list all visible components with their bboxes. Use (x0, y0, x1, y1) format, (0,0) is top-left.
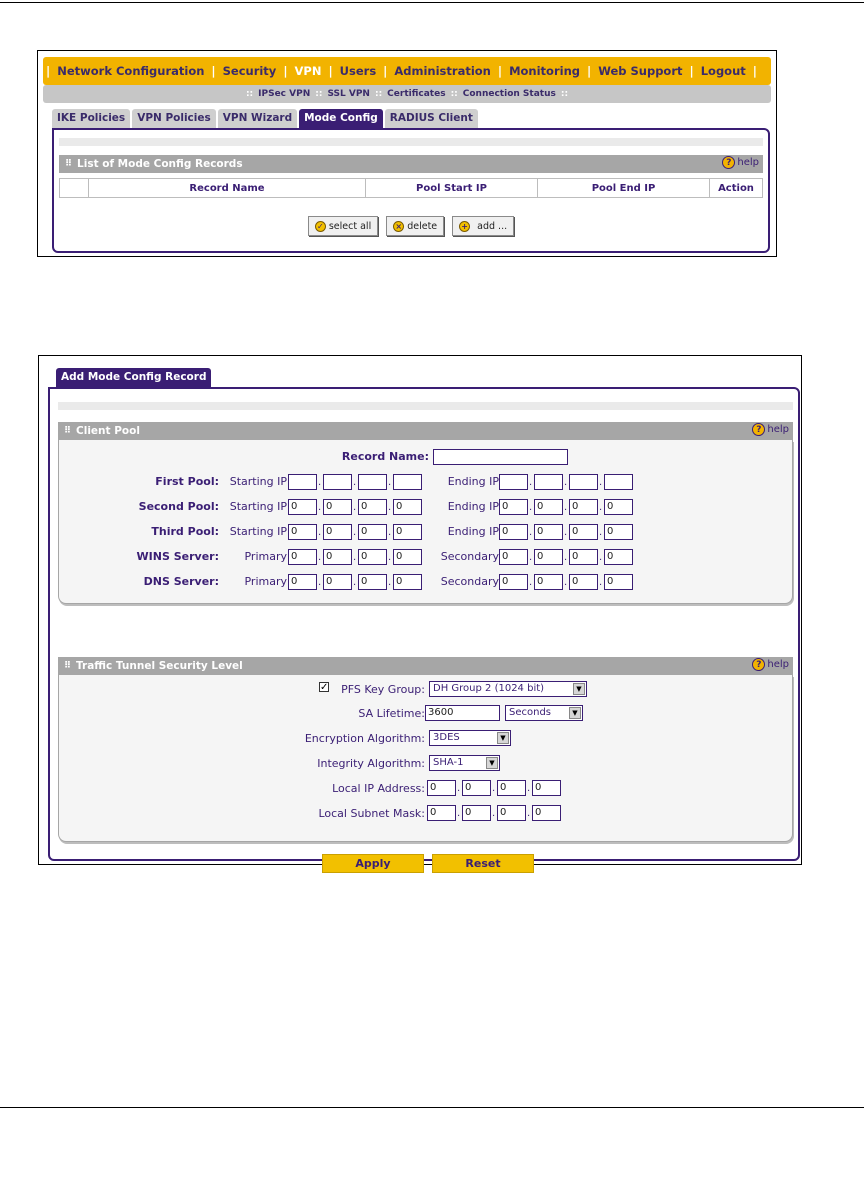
octet-separator: . (318, 477, 322, 488)
chevron-down-icon: ▼ (569, 707, 581, 719)
record-name-label: Record Name: (341, 450, 429, 463)
chevron-down-icon: ▼ (497, 732, 509, 744)
octet-separator: . (353, 577, 357, 588)
traffic-help-link[interactable] (752, 658, 789, 671)
nav-network-configuration[interactable]: Network Configuration (57, 64, 205, 78)
wins-server-start-octet-1[interactable]: 0 (288, 549, 317, 565)
col-pool-end-ip: Pool End IP (538, 179, 710, 198)
octet-separator: . (599, 577, 603, 588)
first-pool-start-octet-4[interactable] (393, 474, 422, 490)
first-pool-end-octet-3[interactable] (569, 474, 598, 490)
octet-separator: . (529, 527, 533, 538)
delete-label: delete (407, 220, 438, 232)
tab-radius-client[interactable]: RADIUS Client (385, 109, 478, 128)
grip-icon: ⠿ (64, 661, 71, 671)
octet-separator: . (318, 527, 322, 538)
subnav-separator: :: (374, 89, 383, 99)
dns-server-label: DNS Server: (143, 575, 219, 588)
local-ip-octet-3[interactable]: 0 (497, 780, 526, 796)
tab-ike-policies[interactable]: IKE Policies (52, 109, 130, 128)
octet-separator: . (353, 527, 357, 538)
client-pool-header (58, 422, 793, 440)
integrity-algorithm-select[interactable] (429, 755, 500, 771)
nav-separator: | (497, 64, 503, 78)
dns-server-end-octet-4[interactable]: 0 (604, 574, 633, 590)
octet-separator: . (318, 577, 322, 588)
octet-separator: . (564, 527, 568, 538)
octet-separator: . (353, 502, 357, 513)
subnav-separator: :: (315, 89, 323, 99)
tab-vpn-wizard[interactable]: VPN Wizard (218, 109, 297, 128)
help-label: help (767, 659, 789, 670)
wins-server-start-octet-4[interactable]: 0 (393, 549, 422, 565)
second-pool-end-octet-4[interactable]: 0 (604, 499, 633, 515)
first-pool-start-octet-3[interactable] (358, 474, 387, 490)
delete-button[interactable] (386, 216, 444, 236)
record-name-input[interactable] (433, 449, 568, 465)
client-pool-help-link[interactable] (752, 423, 789, 436)
nav-web-support[interactable]: Web Support (598, 64, 683, 78)
third-pool-right-sublabel: Ending IP (447, 525, 499, 538)
wins-server-start-octet-2[interactable]: 0 (323, 549, 352, 565)
wins-server-end-octet-4[interactable]: 0 (604, 549, 633, 565)
nav-separator: | (752, 64, 757, 78)
octet-separator: . (457, 783, 461, 794)
col-record-name: Record Name (89, 179, 366, 198)
third-pool-end-octet-1[interactable]: 0 (499, 524, 528, 540)
tab-vpn-policies[interactable]: VPN Policies (132, 109, 216, 128)
octet-separator: . (318, 502, 322, 513)
octet-separator: . (388, 527, 392, 538)
client-pool-group (58, 440, 793, 604)
wins-server-right-sublabel: Secondary (440, 550, 499, 563)
octet-separator: . (529, 552, 533, 563)
encryption-algorithm-value: 3DES (433, 732, 460, 743)
local-ip-octet-1[interactable]: 0 (427, 780, 456, 796)
octet-separator: . (564, 477, 568, 488)
octet-separator: . (529, 477, 533, 488)
select-all-label: select all (328, 220, 372, 232)
wins-server-left-sublabel: Primary (244, 550, 287, 563)
sub-nav (43, 85, 771, 103)
octet-separator: . (527, 808, 531, 819)
third-pool-start-octet-1[interactable]: 0 (288, 524, 317, 540)
plus-icon: + (459, 221, 470, 232)
records-section-title: List of Mode Config Records (77, 158, 243, 170)
integrity-algorithm-value: SHA-1 (433, 757, 464, 768)
page-top-rule (0, 2, 864, 3)
dns-server-right-sublabel: Secondary (440, 575, 499, 588)
add-mode-config-panel (48, 387, 800, 870)
wins-server-label: WINS Server: (136, 550, 219, 563)
dns-server-start-octet-4[interactable]: 0 (393, 574, 422, 590)
octet-separator: . (529, 577, 533, 588)
subnav-connection-status[interactable]: Connection Status (462, 89, 556, 99)
nav-separator: | (46, 64, 51, 78)
octet-separator: . (599, 527, 603, 538)
dns-server-start-octet-1[interactable]: 0 (288, 574, 317, 590)
tab-mode-config[interactable]: Mode Config (299, 109, 383, 128)
apply-button[interactable]: Apply (322, 854, 424, 873)
add-button[interactable] (452, 216, 514, 236)
encryption-algorithm-label: Encryption Algorithm: (304, 732, 425, 745)
checkbox-column-header (60, 179, 89, 198)
wins-server-start-octet-3[interactable]: 0 (358, 549, 387, 565)
client-pool-title: Client Pool (76, 425, 140, 437)
grip-icon: ⠿ (65, 159, 72, 169)
encryption-algorithm-select[interactable] (429, 730, 511, 746)
sa-lifetime-unit-value: Seconds (509, 707, 552, 718)
local-ip-octet-4[interactable]: 0 (532, 780, 561, 796)
subnav-ipsec-vpn[interactable]: IPSec VPN (258, 89, 311, 99)
octet-separator: . (599, 502, 603, 513)
help-label: help (737, 157, 759, 168)
third-pool-end-octet-3[interactable]: 0 (569, 524, 598, 540)
dns-server-end-octet-1[interactable]: 0 (499, 574, 528, 590)
octet-separator: . (353, 477, 357, 488)
second-pool-start-octet-3[interactable]: 0 (358, 499, 387, 515)
traffic-tunnel-title: Traffic Tunnel Security Level (76, 660, 243, 672)
spacer-bar (58, 402, 793, 410)
octet-separator: . (457, 808, 461, 819)
octet-separator: . (492, 808, 496, 819)
first-pool-start-octet-1[interactable] (288, 474, 317, 490)
reset-button[interactable]: Reset (432, 854, 534, 873)
local-mask-octet-1[interactable]: 0 (427, 805, 456, 821)
octet-separator: . (388, 477, 392, 488)
col-action: Action (710, 179, 763, 198)
octet-separator: . (529, 502, 533, 513)
local-mask-octet-3[interactable]: 0 (497, 805, 526, 821)
octet-separator: . (599, 552, 603, 563)
nav-separator: | (283, 64, 288, 78)
records-button-row (54, 216, 768, 236)
sa-lifetime-label: SA Lifetime: (358, 707, 425, 720)
integrity-algorithm-label: Integrity Algorithm: (317, 757, 425, 770)
third-pool-end-octet-2[interactable]: 0 (534, 524, 563, 540)
second-pool-start-octet-2[interactable]: 0 (323, 499, 352, 515)
nav-logout[interactable]: Logout (700, 64, 746, 78)
third-pool-start-octet-4[interactable]: 0 (393, 524, 422, 540)
second-pool-end-octet-1[interactable]: 0 (499, 499, 528, 515)
second-pool-right-sublabel: Ending IP (447, 500, 499, 513)
second-pool-end-octet-3[interactable]: 0 (569, 499, 598, 515)
dns-server-end-octet-2[interactable]: 0 (534, 574, 563, 590)
second-pool-start-octet-4[interactable]: 0 (393, 499, 422, 515)
octet-separator: . (388, 552, 392, 563)
octet-separator: . (388, 577, 392, 588)
help-icon: ? (752, 658, 765, 671)
wins-server-end-octet-2[interactable]: 0 (534, 549, 563, 565)
second-pool-label: Second Pool: (138, 500, 219, 513)
nav-separator: | (328, 64, 333, 78)
third-pool-start-octet-2[interactable]: 0 (323, 524, 352, 540)
mode-config-panel (52, 128, 770, 253)
first-pool-end-octet-2[interactable] (534, 474, 563, 490)
dns-server-left-sublabel: Primary (244, 575, 287, 588)
pfs-key-group-value: DH Group 2 (1024 bit) (433, 683, 545, 694)
third-pool-label: Third Pool: (151, 525, 219, 538)
page-bottom-rule (0, 1107, 864, 1108)
chevron-down-icon: ▼ (486, 757, 498, 769)
vpn-tabs (52, 109, 478, 128)
local-ip-address-label: Local IP Address: (332, 782, 425, 795)
octet-separator: . (318, 552, 322, 563)
add-mode-config-screenshot (38, 355, 802, 870)
nav-separator: | (383, 64, 388, 78)
octet-separator: . (564, 552, 568, 563)
sa-lifetime-input[interactable]: 3600 (425, 705, 500, 721)
delete-x-icon: × (393, 221, 404, 232)
nav-separator: | (586, 64, 592, 78)
nav-monitoring[interactable]: Monitoring (509, 64, 580, 78)
nav-separator: | (211, 64, 216, 78)
grip-icon: ⠿ (64, 426, 71, 436)
records-help-link[interactable] (722, 156, 759, 169)
subnav-separator: :: (560, 89, 569, 99)
select-all-button[interactable] (308, 216, 378, 236)
tab-add-mode-config-record[interactable]: Add Mode Config Record (56, 368, 211, 387)
help-label: help (767, 424, 789, 435)
first-pool-right-sublabel: Ending IP (447, 475, 499, 488)
dns-server-end-octet-3[interactable]: 0 (569, 574, 598, 590)
records-section-header (59, 155, 763, 173)
third-pool-start-octet-3[interactable]: 0 (358, 524, 387, 540)
help-icon: ? (722, 156, 735, 169)
octet-separator: . (353, 552, 357, 563)
pfs-key-group-select[interactable] (429, 681, 587, 697)
first-pool-start-octet-2[interactable] (323, 474, 352, 490)
nav-separator: | (689, 64, 694, 78)
add-label: add ... (477, 220, 508, 232)
local-mask-octet-4[interactable]: 0 (532, 805, 561, 821)
col-pool-start-ip: Pool Start IP (366, 179, 538, 198)
first-pool-label: First Pool: (155, 475, 219, 488)
octet-separator: . (492, 783, 496, 794)
octet-separator: . (564, 577, 568, 588)
wins-server-end-octet-3[interactable]: 0 (569, 549, 598, 565)
second-pool-end-octet-2[interactable]: 0 (534, 499, 563, 515)
pfs-key-group-label: PFS Key Group: (341, 683, 425, 696)
first-pool-left-sublabel: Starting IP (229, 475, 287, 488)
dns-server-start-octet-2[interactable]: 0 (323, 574, 352, 590)
subnav-separator: :: (245, 89, 254, 99)
chevron-down-icon: ▼ (573, 683, 585, 695)
wins-server-end-octet-1[interactable]: 0 (499, 549, 528, 565)
records-table (59, 178, 763, 198)
nav-security[interactable]: Security (222, 64, 277, 78)
first-pool-end-octet-1[interactable] (499, 474, 528, 490)
local-mask-octet-2[interactable]: 0 (462, 805, 491, 821)
octet-separator: . (388, 502, 392, 513)
sa-lifetime-unit-select[interactable] (505, 705, 583, 721)
local-subnet-mask-label: Local Subnet Mask: (318, 807, 425, 820)
first-pool-end-octet-4[interactable] (604, 474, 633, 490)
records-table-header (60, 179, 763, 198)
traffic-tunnel-group (58, 675, 793, 842)
help-icon: ? (752, 423, 765, 436)
nav-administration[interactable]: Administration (394, 64, 491, 78)
subnav-ssl-vpn[interactable]: SSL VPN (327, 89, 370, 99)
local-ip-octet-2[interactable]: 0 (462, 780, 491, 796)
octet-separator: . (599, 477, 603, 488)
traffic-tunnel-header (58, 657, 793, 675)
octet-separator: . (527, 783, 531, 794)
third-pool-left-sublabel: Starting IP (229, 525, 287, 538)
subnav-separator: :: (450, 89, 458, 99)
dns-server-start-octet-3[interactable]: 0 (358, 574, 387, 590)
second-pool-left-sublabel: Starting IP (229, 500, 287, 513)
octet-separator: . (564, 502, 568, 513)
third-pool-end-octet-4[interactable]: 0 (604, 524, 633, 540)
nav-vpn[interactable]: VPN (294, 64, 322, 78)
subnav-certificates[interactable]: Certificates (387, 89, 446, 99)
second-pool-start-octet-1[interactable]: 0 (288, 499, 317, 515)
nav-users[interactable]: Users (339, 64, 377, 78)
spacer-bar (59, 138, 763, 146)
pfs-checkbox[interactable]: ✓ (320, 682, 329, 693)
mode-config-list-screenshot (37, 50, 777, 257)
main-nav (43, 57, 771, 85)
check-icon: ✓ (315, 221, 326, 232)
